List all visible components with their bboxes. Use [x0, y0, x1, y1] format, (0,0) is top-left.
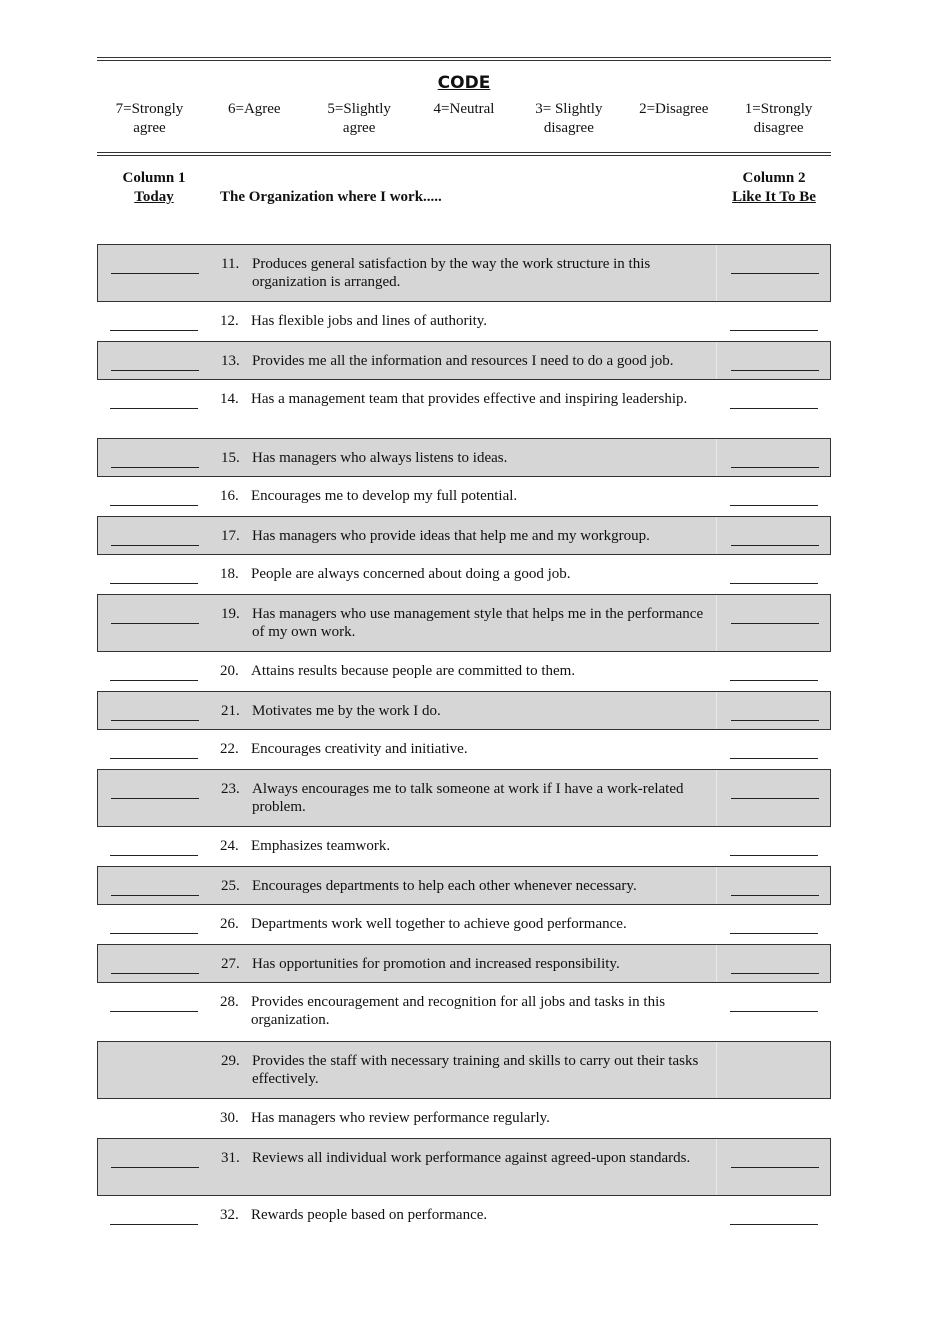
scale-item-label: 1=Strongly: [744, 101, 813, 117]
scale-item: [202, 100, 307, 152]
item-text: People are always concerned about doing a good job.: [251, 566, 571, 582]
rating-scale: [97, 100, 831, 152]
column-1-answer-blank[interactable]: [111, 354, 199, 371]
item-row: [97, 652, 831, 691]
item-row: [97, 438, 831, 477]
column-2-answer-blank[interactable]: [731, 957, 819, 974]
column-1-answer-blank[interactable]: [111, 782, 199, 799]
column-1-subtitle: Today: [134, 189, 174, 205]
column-1-answer-blank[interactable]: [111, 607, 199, 624]
item-text: Has managers who always listens to ideas.: [252, 450, 508, 466]
item-row: [97, 944, 831, 983]
column-2-answer-blank[interactable]: [731, 529, 819, 546]
item-row: [97, 1099, 831, 1138]
column-2-subtitle: Like It To Be: [732, 189, 816, 205]
scale-item-label: 4=Neutral: [433, 101, 495, 117]
column-2-answer-blank[interactable]: [730, 489, 818, 506]
item-row: [97, 244, 831, 302]
column-1-answer-blank[interactable]: [110, 995, 198, 1012]
item-text: Departments work well together to achieve good performance.: [251, 916, 627, 932]
item-number: 28.: [220, 994, 239, 1010]
column-2-answer-blank[interactable]: [730, 839, 818, 856]
item-text: Has managers who provide ideas that help me and my workgroup.: [252, 528, 650, 544]
top-double-rule: [97, 57, 831, 61]
column-2-answer-blank[interactable]: [731, 354, 819, 371]
item-number: 26.: [220, 916, 239, 932]
item-text: Has opportunities for promotion and increased responsibility.: [252, 956, 620, 972]
item-row: [97, 341, 831, 380]
column-1-answer-blank[interactable]: [110, 917, 198, 934]
column-2-answer-blank[interactable]: [731, 1151, 819, 1168]
item-number: 24.: [220, 838, 239, 854]
item-number: 27.: [221, 956, 240, 972]
item-row: [97, 730, 831, 769]
item-number: 30.: [220, 1110, 239, 1126]
item-number: 11.: [221, 256, 240, 272]
item-number: 12.: [220, 313, 239, 329]
questionnaire-page: [97, 57, 831, 1235]
column-2-answer-blank[interactable]: [730, 995, 818, 1012]
column-1-answer-blank[interactable]: [111, 257, 199, 274]
item-row: [97, 827, 831, 866]
scale-item: [516, 100, 621, 152]
column-1-answer-blank[interactable]: [111, 451, 199, 468]
item-number: 13.: [221, 353, 240, 369]
item-row: [97, 1196, 831, 1235]
item-number: 22.: [220, 741, 239, 757]
code-title: CODE: [437, 73, 491, 93]
item-text: Provides me all the information and resources I need to do a good job.: [252, 353, 674, 369]
item-number: 15.: [221, 450, 240, 466]
column-2-answer-blank[interactable]: [731, 607, 819, 624]
column-1-answer-blank[interactable]: [110, 664, 198, 681]
scale-item-label: 3= Slightly: [535, 101, 603, 117]
item-number: 21.: [221, 703, 240, 719]
item-number: 14.: [220, 391, 239, 407]
column-2-title: Column 2: [742, 170, 806, 186]
column-1-answer-blank[interactable]: [111, 704, 199, 721]
column-2-answer-blank[interactable]: [730, 664, 818, 681]
column-1-answer-blank[interactable]: [110, 314, 198, 331]
column-2-answer-blank[interactable]: [730, 1208, 818, 1225]
scale-item: [726, 100, 831, 152]
column-1-answer-blank[interactable]: [110, 567, 198, 584]
column-2-answer-blank[interactable]: [731, 782, 819, 799]
item-text: Encourages me to develop my full potential.: [251, 488, 518, 504]
item-row: [97, 477, 831, 516]
item-number: 29.: [221, 1053, 240, 1069]
item-row: [97, 1041, 831, 1099]
item-row: [97, 866, 831, 905]
column-2-answer-blank[interactable]: [731, 451, 819, 468]
column-1-heading: [95, 169, 213, 207]
item-row: [97, 302, 831, 341]
column-1-answer-blank[interactable]: [111, 879, 199, 896]
column-1-answer-blank[interactable]: [110, 392, 198, 409]
item-text: Attains results because people are committed to them.: [251, 663, 576, 679]
item-number: 20.: [220, 663, 239, 679]
item-number: 17.: [221, 528, 240, 544]
scale-item: [621, 100, 726, 152]
item-text: Emphasizes teamwork.: [251, 838, 391, 854]
item-row: [97, 691, 831, 730]
column-1-answer-blank[interactable]: [111, 1151, 199, 1168]
item-number: 32.: [220, 1207, 239, 1223]
column-2-answer-blank[interactable]: [731, 257, 819, 274]
scale-item-label: 6=Agree: [227, 101, 281, 117]
column-1-title: Column 1: [122, 170, 186, 186]
column-1-answer-blank[interactable]: [110, 489, 198, 506]
scale-double-rule: [97, 152, 831, 156]
item-number: 16.: [220, 488, 239, 504]
column-2-answer-blank[interactable]: [730, 742, 818, 759]
scale-item-sublabel: agree: [133, 120, 166, 136]
column-2-heading: [715, 169, 833, 207]
item-text: Has flexible jobs and lines of authority.: [251, 313, 488, 329]
item-number: 18.: [220, 566, 239, 582]
scale-item-label: 7=Strongly: [115, 101, 184, 117]
column-2-answer-blank[interactable]: [730, 567, 818, 584]
item-text: Rewards people based on performance.: [251, 1207, 488, 1223]
column-2-answer-blank[interactable]: [731, 879, 819, 896]
item-row: [97, 594, 831, 652]
column-1-answer-blank[interactable]: [110, 839, 198, 856]
column-2-answer-blank[interactable]: [730, 314, 818, 331]
statement-heading: The Organization where I work.....: [220, 189, 442, 205]
scale-item-label: 2=Disagree: [639, 101, 709, 117]
item-row: [97, 380, 831, 438]
item-text: Provides encouragement and recognition for all jobs and tasks in this organization.: [251, 994, 666, 1028]
column-1-answer-blank[interactable]: [110, 1208, 198, 1225]
item-text: Always encourages me to talk someone at work if I have a work-related problem.: [252, 781, 684, 815]
item-text: Provides the staff with necessary training and skills to carry out their tasks effectively.: [252, 1053, 699, 1087]
item-number: 19.: [221, 606, 240, 622]
item-row: [97, 555, 831, 594]
column-1-answer-blank[interactable]: [111, 529, 199, 546]
column-2-answer-blank[interactable]: [731, 704, 819, 721]
item-text: Has managers who use management style that helps me in the performance of my own work.: [252, 606, 704, 640]
item-row: [97, 516, 831, 555]
item-row: [97, 983, 831, 1041]
item-number: 23.: [221, 781, 240, 797]
column-1-answer-blank[interactable]: [111, 957, 199, 974]
scale-item-sublabel: disagree: [753, 120, 804, 136]
column-header: [97, 160, 831, 244]
column-1-answer-blank[interactable]: [110, 742, 198, 759]
item-row: [97, 1138, 831, 1196]
scale-item: [307, 100, 412, 152]
scale-item-label: 5=Slightly: [327, 101, 391, 117]
column-2-answer-blank[interactable]: [730, 392, 818, 409]
scale-item-sublabel: disagree: [543, 120, 594, 136]
item-text: Has a management team that provides effective and inspiring leadership.: [251, 391, 688, 407]
item-text: Motivates me by the work I do.: [252, 703, 441, 719]
scale-item-sublabel: agree: [342, 120, 376, 136]
item-text: Encourages departments to help each other whenever necessary.: [252, 878, 637, 894]
item-list: [97, 244, 831, 1235]
scale-item: [412, 100, 517, 152]
item-number: 31.: [221, 1150, 240, 1166]
item-row: [97, 905, 831, 944]
item-number: 25.: [221, 878, 240, 894]
item-text: Reviews all individual work performance against agreed-upon standards.: [252, 1150, 691, 1166]
item-text: Encourages creativity and initiative.: [251, 741, 468, 757]
item-text: Has managers who review performance regularly.: [251, 1110, 550, 1126]
item-row: [97, 769, 831, 827]
column-2-answer-blank[interactable]: [730, 917, 818, 934]
scale-item: [97, 100, 202, 152]
item-text: Produces general satisfaction by the way the work structure in this organization is arranged.: [252, 256, 651, 290]
